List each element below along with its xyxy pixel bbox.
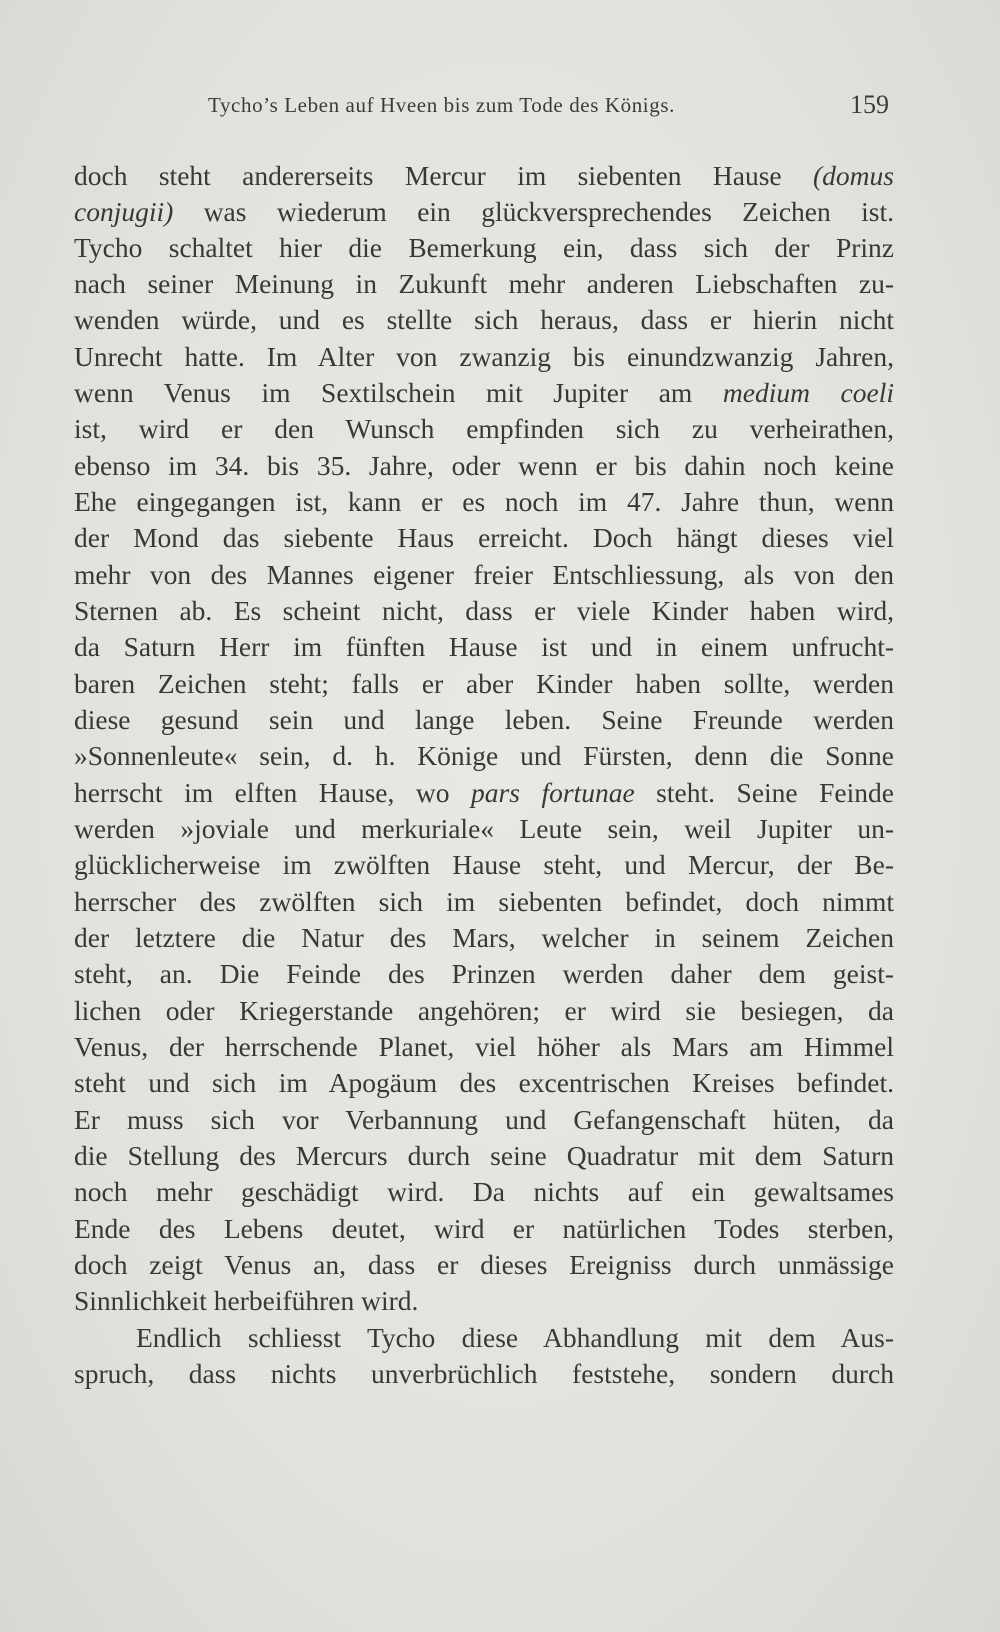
text-line <box>74 1137 894 1175</box>
text-run: steht und sich im Apogäum des excentrischen Kreises befindet. <box>74 1067 894 1098</box>
text-run: lichen oder Kriegerstande angehören; er wird sie besiegen, da <box>74 995 894 1026</box>
text-line <box>74 1210 894 1248</box>
text-run: diese gesund sein und lange leben. Seine Freunde werden <box>74 704 894 735</box>
text-line <box>74 1101 894 1139</box>
text-run: ebenso im 34. bis 35. Jahre, oder wenn er bis dahin noch keine <box>74 450 894 481</box>
text-run: Tycho schaltet hier die Bemerkung ein, dass sich der Prinz <box>74 232 894 263</box>
text-run: herrscher des zwölften sich im siebenten befindet, doch nimmt <box>74 886 894 917</box>
text-line <box>74 1246 894 1284</box>
text-line <box>74 1028 894 1066</box>
text-line <box>74 992 894 1030</box>
text-line <box>74 883 894 921</box>
italic-phrase: medium coeli <box>722 377 894 408</box>
text-run: »Sonnenleute« sein, d. h. Könige und Fürsten, denn die Sonne <box>74 740 894 771</box>
text-run: der letztere die Natur des Mars, welcher in seinem Zeichen <box>74 922 894 953</box>
text-line <box>74 1319 894 1357</box>
text-run: Ende des Lebens deutet, wird er natürlichen Todes sterben, <box>74 1213 894 1244</box>
text-run: herrscht im elften Hause, wo <box>74 777 472 808</box>
text-line <box>74 1355 894 1393</box>
text-line <box>74 447 894 485</box>
text-run: Venus, der herrschende Planet, viel höher als Mars am Himmel <box>74 1031 894 1062</box>
italic-phrase: pars fortunae <box>471 777 635 808</box>
text-run: wenn Venus im Sextilschein mit Jupiter am <box>74 377 723 408</box>
text-line <box>74 229 894 267</box>
text-line <box>74 265 894 303</box>
text-line <box>74 665 894 703</box>
text-line <box>74 1282 894 1320</box>
text-line <box>74 193 894 231</box>
page-number: 159 <box>850 90 889 119</box>
text-run: glücklicherweise im zwölften Hause steht, und Mercur, der Be- <box>74 849 894 880</box>
text-run: mehr von des Mannes eigener freier Entschliessung, als von den <box>74 559 894 590</box>
text-run: Sinnlichkeit herbeiführen wird. <box>74 1285 419 1316</box>
text-run: Er muss sich vor Verbannung und Gefangenschaft hüten, da <box>74 1104 894 1135</box>
text-run: Ehe eingegangen ist, kann er es noch im 47. Jahre thun, wenn <box>74 486 894 517</box>
text-line <box>74 919 894 957</box>
text-run: baren Zeichen steht; falls er aber Kinder haben sollte, werden <box>74 668 894 699</box>
text-run: doch steht andererseits Mercur im siebenten Hause <box>74 160 814 191</box>
text-line <box>74 519 894 557</box>
italic-phrase: conjugii) <box>74 196 174 227</box>
text-run: Unrecht hatte. Im Alter von zwanzig bis einundzwanzig Jahren, <box>74 341 894 372</box>
text-run: spruch, dass nichts unverbrüchlich feststehe, sondern durch <box>74 1358 894 1389</box>
text-line <box>74 628 894 666</box>
text-line <box>74 338 894 376</box>
text-run: da Saturn Herr im fünften Hause ist und in einem unfrucht- <box>74 631 894 662</box>
text-run: steht, an. Die Feinde des Prinzen werden daher dem geist- <box>74 958 894 989</box>
italic-phrase: (domus <box>813 160 894 191</box>
text-line <box>74 592 894 630</box>
text-line <box>74 556 894 594</box>
text-line <box>74 701 894 739</box>
text-run: die Stellung des Mercurs durch seine Quadratur mit dem Saturn <box>74 1140 894 1171</box>
text-run: was wiederum ein glückversprechendes Zeichen ist. <box>173 196 894 227</box>
text-line <box>74 846 894 884</box>
text-run: noch mehr geschädigt wird. Da nichts auf ein gewaltsames <box>74 1176 894 1207</box>
text-run: werden »joviale und merkuriale« Leute sein, weil Jupiter un- <box>74 813 894 844</box>
text-line <box>74 774 894 812</box>
text-run: Endlich schliesst Tycho diese Abhandlung mit dem Aus- <box>136 1322 894 1353</box>
text-run: doch zeigt Venus an, dass er dieses Ereigniss durch unmässige <box>74 1249 894 1280</box>
text-line <box>74 157 894 195</box>
text-line <box>74 737 894 775</box>
text-line <box>74 483 894 521</box>
text-line <box>74 810 894 848</box>
text-run: Sternen ab. Es scheint nicht, dass er viele Kinder haben wird, <box>74 595 894 626</box>
text-line <box>74 1064 894 1102</box>
text-line <box>74 1173 894 1211</box>
text-run: nach seiner Meinung in Zukunft mehr anderen Liebschaften zu- <box>74 268 894 299</box>
text-run: ist, wird er den Wunsch empfinden sich zu verheirathen, <box>74 413 894 444</box>
text-line <box>74 955 894 993</box>
text-line <box>74 374 894 412</box>
text-line <box>74 410 894 448</box>
text-run: wenden würde, und es stellte sich heraus, dass er hierin nicht <box>74 304 894 335</box>
text-run: der Mond das siebente Haus erreicht. Doch hängt dieses viel <box>74 522 894 553</box>
running-head: Tycho’s Leben auf Hveen bis zum Tode des Königs. <box>208 93 675 117</box>
text-line <box>74 301 894 339</box>
text-run: steht. Seine Feinde <box>634 777 894 808</box>
